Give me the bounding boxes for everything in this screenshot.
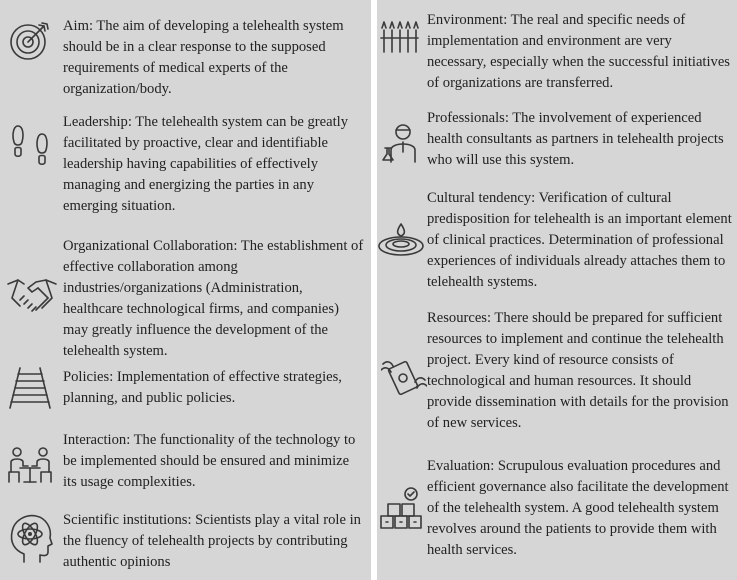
leadership-text: Leadership: The telehealth system can be greatly facilitated by proactive, clear and identifiable leadership having capabilities of effectively managing and energizing the parties in any emerging situation. bbox=[63, 114, 349, 214]
interaction-text: Interaction: The functionality of the technology to be implemented should be ensured and minimize its usage complexities. bbox=[63, 432, 356, 490]
boxes-checkmark-icon bbox=[379, 486, 427, 534]
flying-money-icon bbox=[381, 354, 429, 402]
handshake-icon bbox=[6, 268, 54, 316]
environment-item bbox=[377, 0, 737, 100]
cultural-text: Cultural tendency: Verification of cultural predisposition for telehealth is an important element of clinical practices. Determination of professional experiences of individuals already attaches them to telehealth systems. bbox=[427, 190, 732, 290]
cultural-item bbox=[377, 184, 737, 308]
evaluation-item bbox=[377, 448, 737, 580]
aim-text: Aim: The aim of developing a telehealth system should be in a clear response to the supposed requirements of medical experts of the organization/body. bbox=[63, 18, 344, 97]
collaboration-text: Organizational Collaboration: The establishment of effective collaboration among industries/organizations (Administration, healthcare technological firms, and companies) may greatly influence the development of the telehealth system. bbox=[63, 238, 364, 359]
interaction-item bbox=[0, 422, 371, 502]
policies-item bbox=[0, 360, 371, 422]
people-at-table-icon bbox=[6, 442, 54, 490]
collaboration-item bbox=[0, 228, 371, 360]
scientist-icon bbox=[381, 122, 429, 170]
professionals-item bbox=[377, 100, 737, 184]
footprints-icon bbox=[8, 122, 56, 170]
evaluation-text: Evaluation: Scrupulous evaluation procedures and efficient governance also facilitate the development of the telehealth system. A good telehealth system revolves around the patients to provide them with health services. bbox=[427, 458, 729, 558]
right-column-panel bbox=[377, 0, 737, 580]
raised-hands-icon bbox=[379, 18, 427, 66]
environment-text: Environment: The real and specific needs of implementation and environment are very necessary, especially when the successful initiatives of organizations are transferred. bbox=[427, 12, 730, 91]
railway-track-icon bbox=[6, 364, 54, 412]
aim-item bbox=[0, 0, 371, 100]
resources-item bbox=[377, 308, 737, 448]
atom-head-icon bbox=[6, 512, 54, 560]
leadership-item bbox=[0, 100, 371, 228]
policies-text: Policies: Implementation of effective strategies, planning, and public policies. bbox=[63, 369, 342, 406]
scientific-text: Scientific institutions: Scientists play a vital role in the fluency of telehealth projects by contributing authentic opinions bbox=[63, 512, 361, 570]
target-icon bbox=[6, 16, 54, 64]
professionals-text: Professionals: The involvement of experienced health consultants as partners in telehealth projects who will use this system. bbox=[427, 110, 724, 168]
resources-text: Resources: There should be prepared for sufficient resources to implement and continue the telehealth project. Every kind of resource consists of technological and human resources. It should provide dissemination with details for the provision of new services. bbox=[427, 310, 729, 431]
water-drop-ripple-icon bbox=[377, 220, 425, 268]
scientific-item bbox=[0, 502, 371, 580]
